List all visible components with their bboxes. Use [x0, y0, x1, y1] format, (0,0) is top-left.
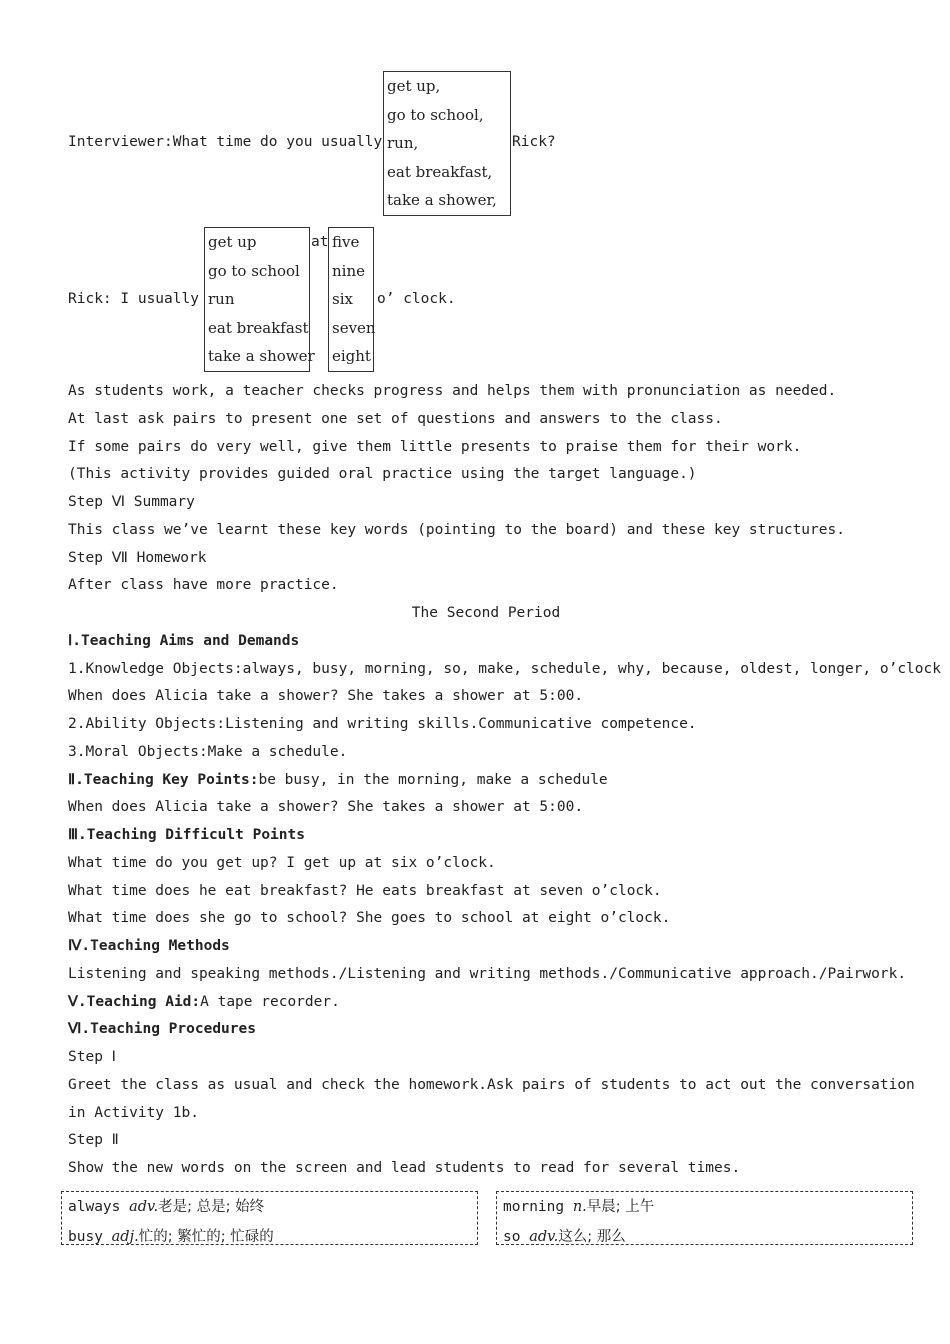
- line-text: Step Ⅶ Homework: [68, 549, 207, 566]
- vocab-item: [68, 1225, 274, 1246]
- question-option: get up,: [387, 77, 441, 95]
- section-heading: [68, 631, 299, 651]
- answer-time: eight: [332, 347, 371, 365]
- heading-label: Ⅴ.Teaching Aid:: [68, 993, 201, 1010]
- vocab-item: [503, 1195, 654, 1216]
- vocab-item: [68, 1195, 264, 1216]
- text-line: [68, 492, 195, 512]
- line-text: When does Alicia take a shower? She takes a shower at 5:00.: [68, 799, 584, 816]
- interviewer-question-prefix: Interviewer:What time do you usually: [68, 134, 383, 150]
- vocab-meaning: 忙的; 繁忙的; 忙碌的: [138, 1229, 274, 1245]
- question-options-box: [383, 71, 511, 216]
- heading-label: Ⅰ.Teaching Aims and Demands: [68, 632, 300, 649]
- question-option: run,: [387, 134, 419, 152]
- line-text: Step Ⅱ: [68, 1132, 119, 1149]
- vocab-box-right: [496, 1191, 913, 1245]
- line-text: The Second Period: [411, 605, 561, 621]
- vocab-pos: adv.: [129, 1199, 159, 1215]
- line-text: A tape recorder.: [200, 993, 340, 1010]
- heading-label: Ⅱ.Teaching Key Points:: [68, 771, 259, 788]
- vocab-pos: adv.: [529, 1229, 559, 1245]
- vocab-word: busy: [68, 1229, 103, 1245]
- answer-activity: eat breakfast: [208, 318, 309, 337]
- text-line: [68, 881, 662, 901]
- question-option: go to school,: [387, 105, 484, 124]
- section-heading: [68, 1019, 256, 1039]
- answer-activity: run: [208, 290, 235, 308]
- vocab-meaning: 这么; 那么: [558, 1229, 626, 1245]
- line-text: What time do you get up? I get up at six o’clock.: [68, 854, 496, 871]
- vocab-word: always: [68, 1199, 121, 1215]
- line-text: 1.Knowledge Objects:always, busy, morning, so, make, schedule, why, because, oldest, longer, o’clock: [68, 660, 941, 677]
- text-line: [68, 1158, 740, 1178]
- line-text: Step Ⅵ Summary: [68, 494, 195, 510]
- answer-activity: take a shower: [208, 347, 315, 365]
- line-text: This class we’ve learnt these key words (pointing to the board) and these key structures.: [68, 521, 845, 538]
- text-line: [68, 659, 941, 679]
- period-title: [0, 603, 950, 623]
- heading-label: Ⅵ.Teaching Procedures: [68, 1021, 256, 1038]
- text-line: [68, 797, 583, 817]
- vocab-item: [503, 1225, 626, 1246]
- text-line: [68, 575, 339, 595]
- line-text: 3.Moral Objects:Make a schedule.: [68, 743, 348, 760]
- interviewer-question-suffix: Rick?: [512, 134, 556, 150]
- heading-label: Ⅳ.Teaching Methods: [68, 938, 230, 954]
- text-line: [68, 853, 496, 873]
- section-heading: [68, 825, 305, 845]
- section-heading: [68, 770, 608, 790]
- answer-activity: go to school: [208, 261, 300, 280]
- vocab-box-left: [61, 1191, 478, 1245]
- line-text: As students work, a teacher checks progress and helps them with pronunciation as needed.: [68, 383, 837, 399]
- vocab-meaning: 老是; 总是; 始终: [158, 1199, 265, 1215]
- answer-time: six: [332, 290, 353, 308]
- line-text: in Activity 1b.: [68, 1104, 199, 1121]
- line-text: Greet the class as usual and check the homework.Ask pairs of students to act out the conversation: [68, 1076, 915, 1093]
- text-line: [68, 964, 906, 984]
- text-line: [68, 437, 801, 457]
- text-line: [68, 464, 697, 484]
- line-text: At last ask pairs to present one set of questions and answers to the class.: [68, 410, 723, 427]
- question-option: take a shower,: [387, 191, 497, 209]
- line-text: be busy, in the morning, make a schedule: [258, 771, 608, 788]
- answer-activity: get up: [208, 233, 257, 251]
- line-text: Show the new words on the screen and lead students to read for several times.: [68, 1160, 741, 1176]
- text-line: [68, 1075, 915, 1095]
- text-line: [68, 714, 697, 734]
- text-line: [68, 548, 206, 568]
- line-text: When does Alicia take a shower? She takes a shower at 5:00.: [68, 688, 584, 705]
- line-text: 2.Ability Objects:Listening and writing skills.Communicative competence.: [68, 716, 697, 732]
- text-line: [68, 742, 347, 762]
- line-text: Step Ⅰ: [68, 1049, 116, 1065]
- line-text: What time does she go to school? She goes to school at eight o’clock.: [68, 910, 671, 927]
- vocab-pos: n.: [572, 1199, 587, 1215]
- section-heading: [68, 992, 340, 1012]
- vocab-pos: adj.: [111, 1229, 139, 1245]
- rick-answer-prefix: Rick: I usually: [68, 291, 199, 307]
- vocab-word: so: [503, 1229, 521, 1245]
- line-text: What time does he eat breakfast? He eats breakfast at seven o’clock.: [68, 882, 662, 899]
- answer-time: seven: [332, 318, 376, 337]
- answer-time: nine: [332, 261, 365, 280]
- section-heading: [68, 936, 230, 956]
- answer-time-box: [328, 227, 374, 372]
- answer-suffix: o’ clock.: [377, 291, 456, 307]
- text-line: [68, 1130, 119, 1150]
- vocab-meaning: 早晨; 上午: [586, 1199, 655, 1215]
- answer-activity-box: [204, 227, 315, 372]
- text-line: [68, 686, 583, 706]
- answer-time: five: [332, 233, 360, 251]
- line-text: If some pairs do very well, give them little presents to praise them for their work.: [68, 438, 802, 455]
- line-text: Listening and speaking methods./Listening and writing methods./Communicative approach./Pairwork.: [68, 965, 907, 982]
- text-line: [68, 1047, 116, 1067]
- text-line: [68, 381, 836, 401]
- answer-at: at: [311, 234, 329, 250]
- text-line: [68, 1103, 199, 1123]
- line-text: After class have more practice.: [68, 577, 339, 594]
- heading-label: Ⅲ.Teaching Difficult Points: [68, 827, 305, 843]
- line-text: (This activity provides guided oral practice using the target language.): [68, 466, 697, 483]
- text-line: [68, 520, 845, 540]
- question-option: eat breakfast,: [387, 162, 493, 181]
- text-line: [68, 908, 670, 928]
- vocab-word: morning: [503, 1199, 565, 1215]
- text-line: [68, 409, 723, 429]
